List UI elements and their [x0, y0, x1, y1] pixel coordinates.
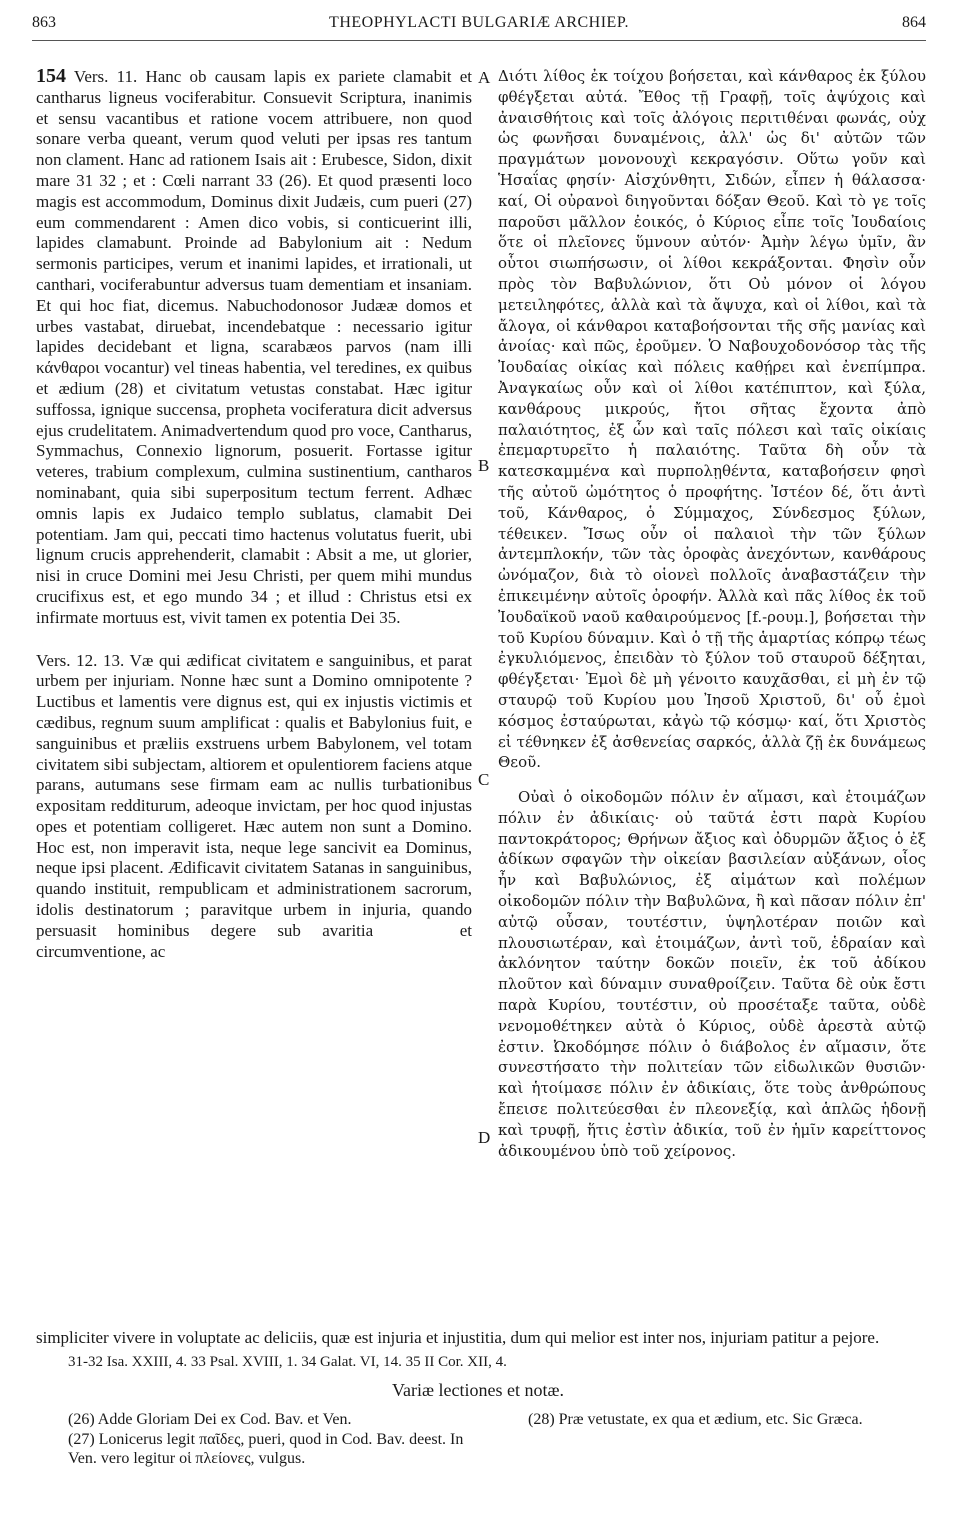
greek-text-2: Οὐαὶ ὁ οἰκοδομῶν πόλιν ἐν αἵμασι, καὶ ἑτοιμάζων πόλιν ἐν ἀδικίαις· οὐ ταῦτά ἐστι παρὰ Κυρίου παντοκράτορος; Θρήνων ἄξιος καὶ ὀδυρμῶν ἄξιος ὁ ἐξ ἀδίκων σφαγῶν τὴν οἰκείαν βασιλείαν αὐξάνων, οἷος ἦν καὶ Βαβυλώνιος, ἐξ αἱμάτων καὶ πολέμων οἰκοδομῶν πόλιν τὴν Βαβυλῶνα, ἢ καὶ πᾶσαν πόλιν ἐπ' αὐτῷ οὖσαν, τουτέστιν, ὑψηλοτέραν ποιῶν καὶ πλουσιωτέραν, καὶ ἑτοιμάζων, ἀντὶ τοῦ, ἑδραίαν καὶ ἀκλόνητον ταύτην δοκῶν ποιεῖν, ἐκ τοῦ ἀδίκου πλοῦτον καὶ δύναμιν συναθροίζειν. Ταῦτα δὲ οὐκ ἔστι παρὰ Κυρίου, τουτέστιν, οὐ προσέταξε ταῦτα, οὐδὲ νενομοθέτηκεν αὐτὰ ὁ Κύριος, οὐδὲ ἀρεστὰ αὐτῷ ἐστιν. Ὠκοδόμησε πόλιν ὁ διάβολος ἐν αἵμασιν, ὅτε συνεστήσατο τὴν πολιτείαν τῶν εἰδωλικῶν θυσιῶν· καὶ ἡτοίμασε πόλιν ἐν ἀδικίαις, ὅτε τοὺς ἀνθρώπους ἔπεισε πολιτεύεσθαι ἐν πλεονεξίᾳ, καὶ ἁπλῶς ἡδονῇ καὶ τρυφῇ, ἥτις ἐστὶν ἀδικία, τοῦ ἐν ἡμῖν καρείττονος ἀδικουμένου ὑπὸ τοῦ χείρονος. [498, 788, 926, 1160]
latin-paragraph-1 [36, 66, 472, 629]
note-28: (28) Præ vetustate, ex qua et ædium, etc. Sic Græca. [528, 1411, 863, 1428]
greek-paragraph-1 [498, 66, 926, 773]
latin-text-2: Vers. 12. 13. Væ qui ædificat civitatem e sanguinibus, et parat urbem per injuriam. Nonne hæc sunt a Domino omnipotente ? Luctibus et lamentis vere dignus est, qui ex injustis victimis et cædibus, regnum suum amplificat : qualis et Babylonius fuit, e sanguinibus et præliis exstruens urbem Babylonem, vel totam civitatem sibi subjectam, altiorem et opulentiorem faciens atque parans, autumans sese firmam eam ac nullis turbationibus expositam redditurum, adeoque invictam, per hoc quod injustas opes et potentiam colligeret. Hæc autem non sunt a Domino. Hoc est, non imperavit ista, neque lege sancivit ea Dominus, neque ipsi placent. Ædificavit civitatem Satanas in sanguinibus, quando instituit, rempublicam et administrationem sacrorum, idolis destinatorum ; paravitque urbem in injuria, quando persuasit hominibus degere sub avaritia [36, 650, 472, 940]
page-header [32, 14, 926, 38]
header-rule [32, 40, 926, 41]
page-number-left: 863 [32, 14, 56, 31]
page-number-right: 864 [902, 14, 926, 31]
margin-letter-d: D [478, 1128, 491, 1147]
scripture-references: 31-32 Isa. XXIII, 4. 33 Psal. XVIII, 1. 34 Galat. VI, 14. 35 II Cor. XII, 4. [68, 1354, 507, 1370]
margin-letter-a: A [478, 68, 491, 87]
variae-lectiones-title: Variæ lectiones et notæ. [392, 1380, 564, 1400]
greek-paragraph-2 [498, 787, 926, 1161]
margin-letter-c: C [478, 770, 490, 789]
latin-column [36, 66, 472, 962]
note-27: (27) Lonicerus legit παῖδες, pueri, quod in Cod. Bav. deest. In Ven. vero legitur οἱ πλείονες, vulgus. [68, 1431, 464, 1467]
greek-text-1: Διότι λίθος ἐκ τοίχου βοήσεται, καὶ κάνθαρος ἐκ ξύλου φθέγξεται αὐτά. Ἔθος τῇ Γραφῇ, τοῖς ἀψύχοις καὶ ἀναισθήτοις καὶ τοῖς ἀλόγοις περιτιθέναι φωνάς, οὐχ ὡς φωνῆσαι δυναμένοις, ἀλλ' ὡς δι' αὐτῶν τῶν πραγμάτων μονονουχὶ κεκραγόσιν. Οὕτω γοῦν καὶ Ἡσαΐας φησίν· Αἰσχύνθητι, Σιδών, εἶπεν ἡ θάλασσα· καί, Οἱ οὐρανοὶ διηγοῦνται δόξαν Θεοῦ. Καὶ τὸ γε τοῖς παροῦσι μᾶλλον ἐοικός, ὁ Κύριος εἶπε τοῖς Ἰουδαίοις ὅτε οἱ πλεῖονες ὕμνουν αὐτόν· Ἀμὴν λέγω ὑμῖν, ἂν οὗτοι σιωπήσωσιν, οἱ λίθοι κεκράξονται. Φησὶν οὖν πρὸς τὸν Βαβυλώνιον, ὅτι Οὐ μόνον οἱ λόγου μετειληφότες, ἀλλὰ καὶ τὰ ἄψυχα, καὶ οἱ λίθοι, καὶ τὰ ἄλογα, οἱ κάνθαροι καταβοήσονται τῆς σῆς μανίας καὶ ἀνοίας· καὶ πῶς, ἐροῦμεν. Ὁ Ναβουχοδονόσορ τὰς τῆς Ἰουδαίας οἰκίας καὶ πόλεις καθῄρει καὶ ἐνεπίμπρα. Ἀναγκαίως οὖν καὶ οἱ λίθοι κατέπιπτον, καὶ ξύλα, κανθάρους μικρούς, ἤτοι σῆτας ἔχοντα ἀπὸ παλαιότητος, ἐξ ὧν καὶ ταῖς πόλεσι καὶ ταῖς οἰκίαις ἐπεμαρτυρεῖτο ἡ παλαιότης. Ταῦτα δὴ οὖν τὰ κατεσκαμμένα καὶ πυρπολῃθέντα, καταβοήσειν φησὶ τῆς αὐτοῦ ὠμότητος ὁ προφήτης. Ἰστέον δέ, ὅτι ἀντὶ τοῦ, Κάνθαρος, ὁ Σύμμαχος, Σύνδεσμος ξύλων, τέθεικεν. Ἴσως οὖν οἱ παλαιοὶ τὴν τῶν ξύλων ἀντεμπλοκήν, τῶν τὰς ὀροφὰς ἀνεχόντων, κανθάρους ὠνόμαζον, διὰ τὸ οἱονεὶ πολλοῖς ἀναβαστάζειν τὴν ἐπικειμένην αὐτοῖς ὀροφήν. Ἀλλὰ καὶ πᾶς λίθος ἐκ τοῦ Ἰουδαϊκοῦ ναοῦ καθαιρούμενος [f.-ρουμ.], βοήσεται τὴν τοῦ Κυρίου δύναμιν. Καὶ ὁ τῇ τῆς ἁμαρτίας κόπρῳ τέως ἐγκυλιόμενος, ἐπειδὰν τὸ ξύλον τοῦ σταυροῦ δέξηται, φθέγξεται· Ἐμοὶ δὲ μὴ γένοιτο καυχᾶσθαι, εἰ μὴ ἐν τῷ σταυρῷ τοῦ Κυρίου μου Ἰησοῦ Χριστοῦ, δι' οὗ ἐμοὶ κόσμος ἐσταύρωται, κἀγὼ τῷ κόσμῳ· καί, ὅτι Χριστὸς εἰ τέθνηκεν ἐξ ἀσθενείας σαρκός, ἀλλὰ ζῇ ἐκ δυνάμεως Θεοῦ. [498, 67, 926, 772]
latin-paragraph-2 [36, 651, 472, 963]
running-title: THEOPHYLACTI BULGARIÆ ARCHIEP. [329, 14, 629, 31]
note-26: (26) Adde Gloriam Dei ex Cod. Bav. et Ven. [68, 1411, 352, 1428]
column-marker-154: 154 [36, 65, 66, 87]
full-width-tail-line: simpliciter vivere in voluptate ac deliciis, quæ est injuria et injustitia, dum qui melior est inter nos, injuriam patitur a pejore. [36, 1328, 880, 1347]
margin-letter-b: B [478, 456, 490, 475]
latin-text-2-end: et circumventione, ac [36, 920, 473, 961]
latin-text-1: Vers. 11. Hanc ob causam lapis ex pariete clamabit et cantharus ligneus vociferabitur. Consuevit Scriptura, inanimis et sensu vacantibus et ratione vocem attribuere, non quod sonare verba queant, verum quod veluti per ipsas res tantum non clament. Hanc ad rationem Isais ait : Erubesce, Sidon, dixit mare 31 32 ; et : Cœli narrant 33 (26). Et quod præsenti loco magis est accommodum, Dominus dixit Judæis, cum pueri (27) eum commendarent : Amen dico vobis, si conticuerint illi, lapides clamabunt. Proinde ad Babylonium ait : Nedum sermonis participes, verum et inanimi lapides, et irrationali, ut canthari, vociferabuntur adversus tuam dementiam et insaniam. Et qui hoc fiat, dicemus. Nabuchodonosor Judææ domos et urbes vastabat, diruebat, incendebatque : necessario igitur lapides decidebant et ligna, scarabæos parvos (nam illi κάνθαροι vocantur) vel tineas habentia, vel teredines, ex quibus et ædium (28) et civitatum vetustas constabat. Hæc igitur suffossa, ignique succensa, propheta vociferatura dicit adversus ejus crudelitatem. Animadvertendum quod pro voce, Cantharus, Symmachus, Connexio lignorum, posuerit. Fortasse igitur veteres, trabium complexum, culmina sustinentium, cantharos nominabant, quia sibi superpositum tectum ferrent. Adhæc omnis lapis ex Judaico templo sublatus, clamabit Dei potentiam. Jam qui, peccati timo hactenus volutatus fuerit, ubi lignum crucis apprehenderit, clamabit : Absit a me, ut glorier, nisi in cruce Domini mei Jesu Christi, per quem mihi mundus crucifixus est, et ego mundo 34 ; et illud : Christus etsi ex infirmate mortuus est, vivit tamen ex potentia Dei 35. [36, 67, 472, 627]
greek-column [498, 66, 926, 1161]
